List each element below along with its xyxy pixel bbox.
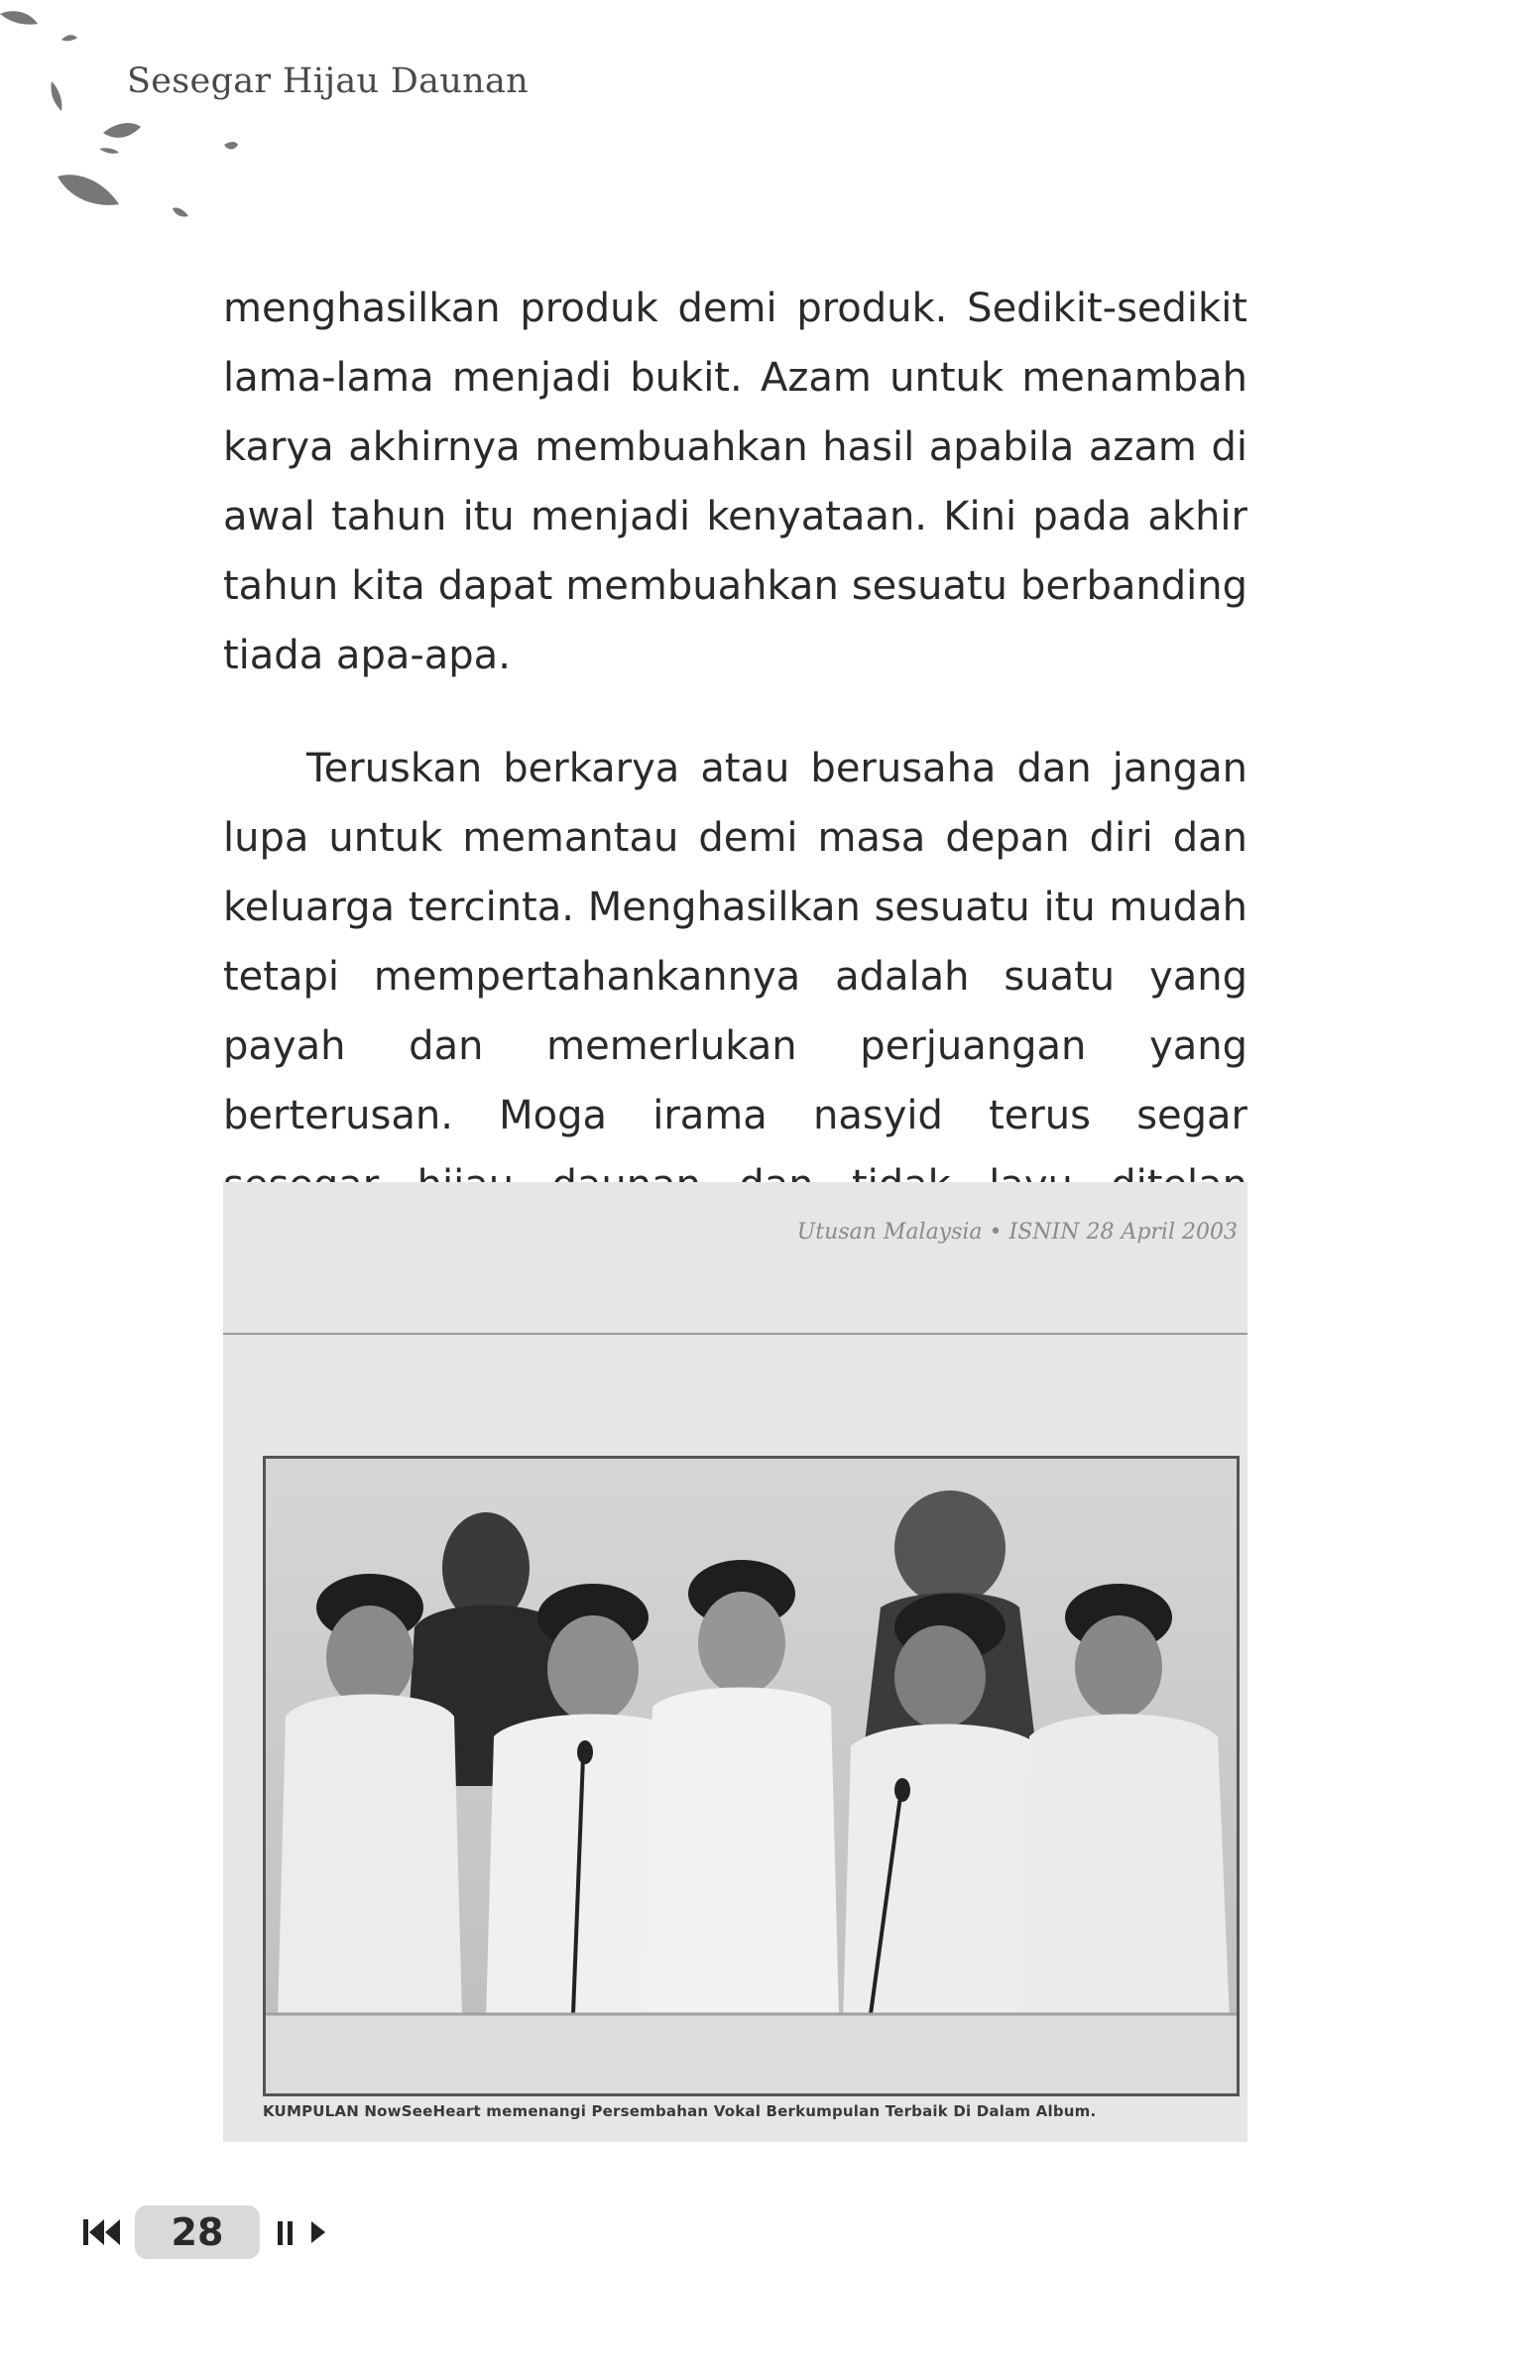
skip-to-start-icon[interactable] [83,2217,121,2247]
play-next-icon[interactable] [309,2217,327,2247]
body-text [223,274,1247,1289]
pause-icon[interactable] [276,2217,296,2247]
decorative-leaves-icon [0,0,317,238]
photo-caption: KUMPULAN NowSeeHeart memenangi Persembahan Vokal Berkumpulan Terbaik Di Dalam Album. [263,2102,1097,2120]
paragraph: menghasilkan produk demi produk. Sedikit-sedikit lama-lama menjadi bukit. Azam untuk menambah karya akhirnya membuahkan hasil apabila azam di awal tahun itu menjadi kenyataan. Kini pada akhir tahun kita dapat membuahkan sesuatu berbanding tiada apa-apa. [223,286,1247,678]
clipping-source-line: Utusan Malaysia • ISNIN 28 April 2003 [796,1220,1238,1245]
page-navigation [83,2203,327,2261]
page-number: 28 [135,2205,260,2259]
running-header-title: Sesegar Hijau Daunan [127,61,530,101]
clipping-rule [223,1333,1247,1335]
newspaper-clipping [223,1182,1247,2142]
paragraph: Teruskan berkarya atau berusaha dan jangan lupa untuk memantau demi masa depan diri dan keluarga tercinta. Menghasilkan sesuatu itu mudah tetapi mempertahankannya adalah suatu yang payah dan memerlukan perjuangan yang berterusan. Moga irama nasyid terus segar [223,746,1247,1138]
group-photo-illustration [266,1459,1237,2093]
group-photo [263,1456,1240,2096]
